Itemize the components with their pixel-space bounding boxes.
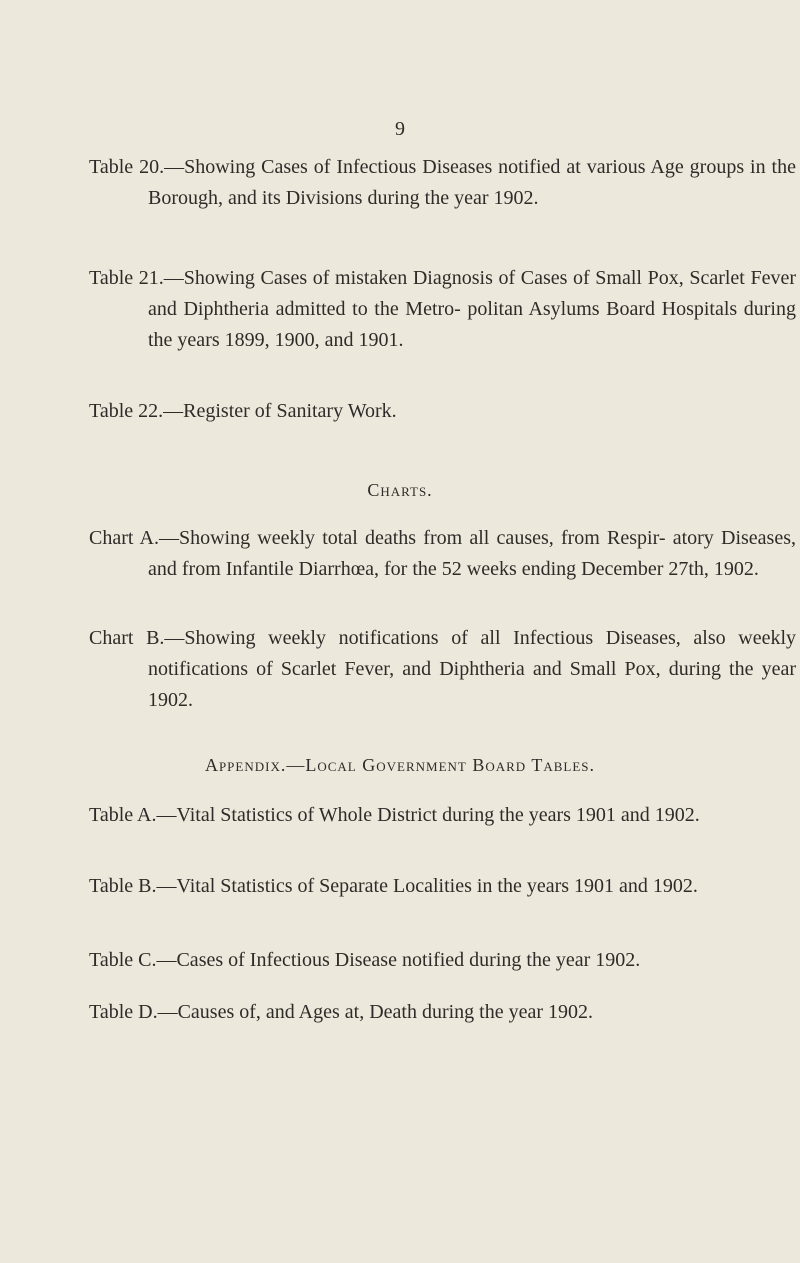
table-21-entry: Table 21.—Showing Cases of mistaken Diagnosis of Cases of Small Pox, Scarlet Fever and Diphtheria admitted to the Metro- politan Asylums Board Hospitals during the years 1899, 1900, and 1901. bbox=[89, 267, 796, 351]
table-b-entry: Table B.—Vital Statistics of Separate Localities in the years 1901 and 1902. bbox=[89, 875, 698, 897]
chart-b-entry: Chart B.—Showing weekly notifications of all Infectious Diseases, also weekly notifications of Scarlet Fever, and Diphtheria and Small Pox, during the year 1902. bbox=[89, 627, 796, 711]
table-22-entry: Table 22.—Register of Sanitary Work. bbox=[89, 400, 397, 422]
table-a-entry: Table A.—Vital Statistics of Whole District during the years 1901 and 1902. bbox=[89, 804, 700, 826]
appendix-heading: Appendix.—Local Government Board Tables. bbox=[204, 755, 596, 775]
table-d-entry: Table D.—Causes of, and Ages at, Death during the year 1902. bbox=[89, 1001, 594, 1023]
table-c-entry: Table C.—Cases of Infectious Disease notified during the year 1902. bbox=[89, 949, 641, 971]
page-number: 9 bbox=[395, 118, 405, 140]
charts-heading: Charts. bbox=[367, 480, 433, 500]
table-20-entry: Table 20.—Showing Cases of Infectious Diseases notified at various Age groups in the Borough, and its Divisions during the year 1902. bbox=[89, 156, 796, 209]
chart-a-entry: Chart A.—Showing weekly total deaths from all causes, from Respir- atory Diseases, and from Infantile Diarrhœa, for the 52 weeks ending December 27th, 1902. bbox=[89, 527, 796, 580]
